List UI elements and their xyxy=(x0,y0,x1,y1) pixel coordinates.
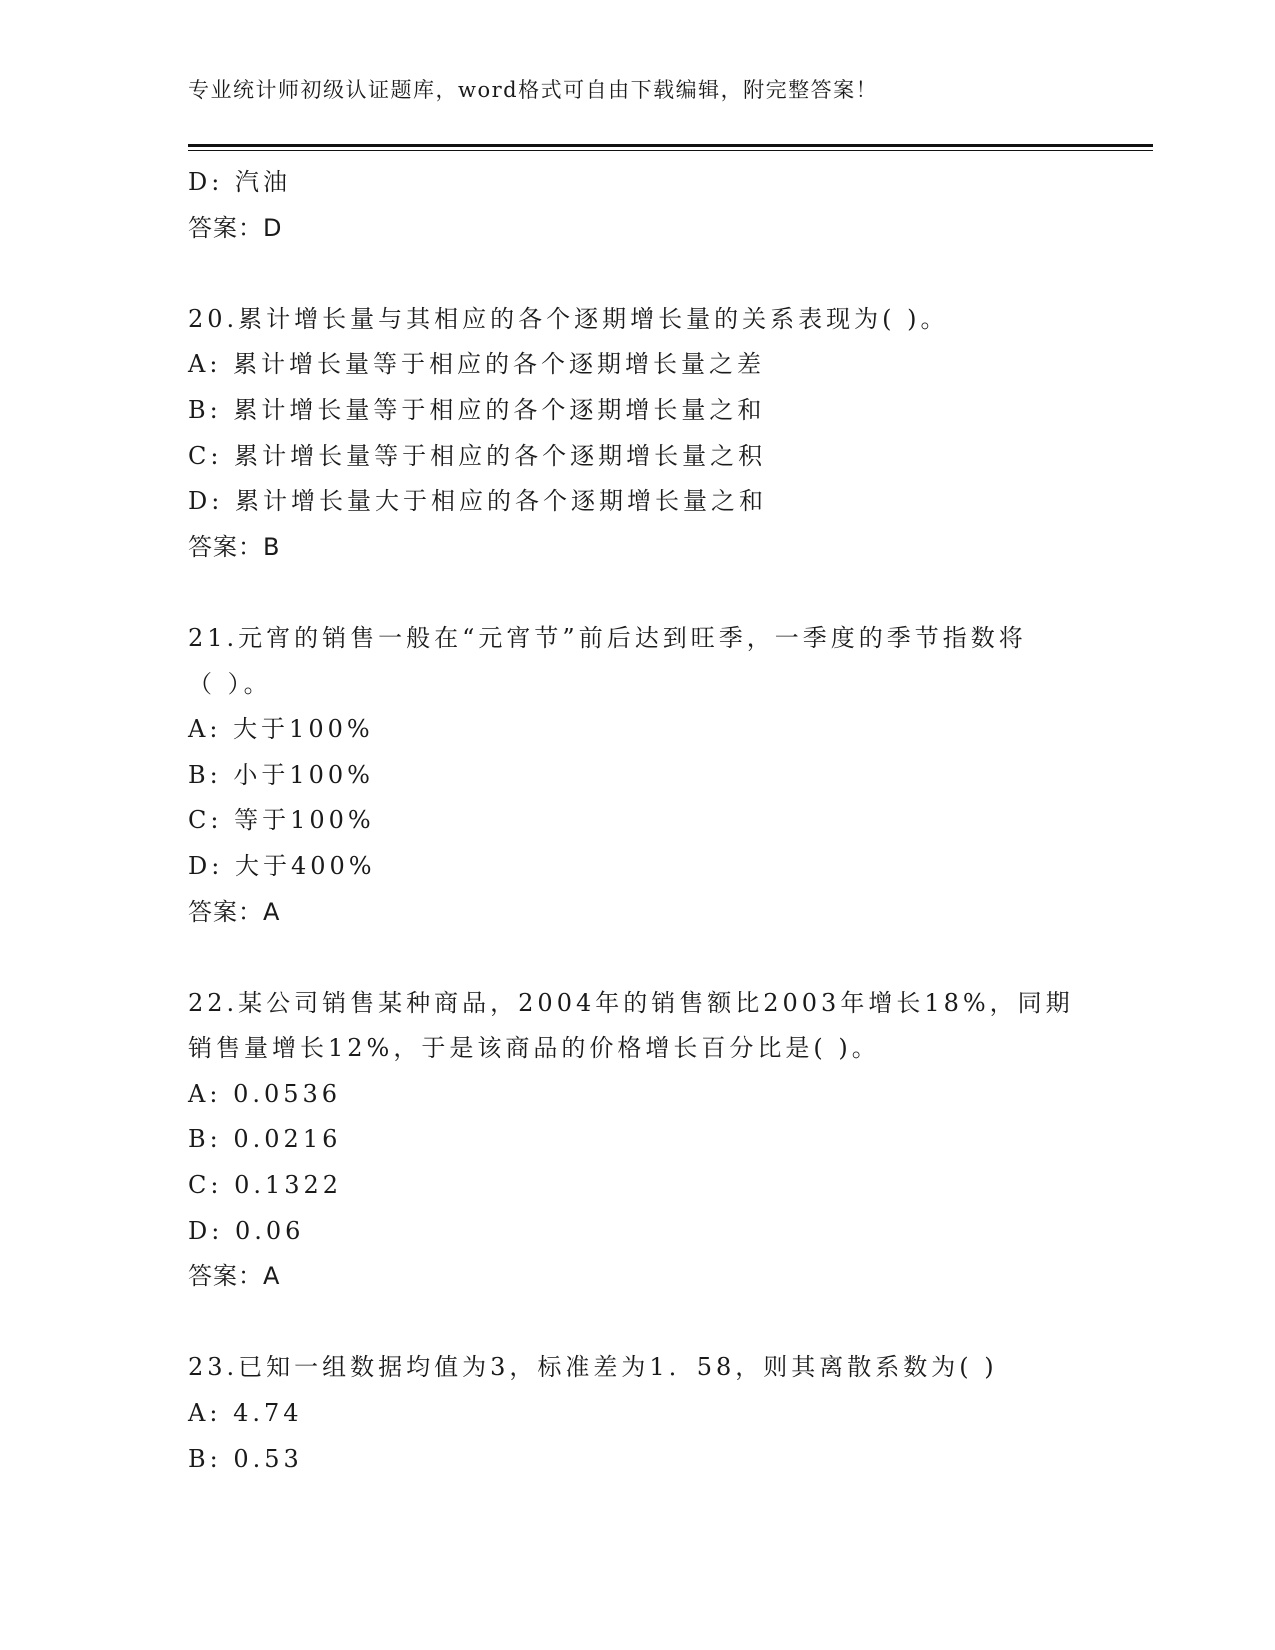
option-text: 小于100% xyxy=(233,760,374,789)
option-text: 累计增长量等于相应的各个逐期增长量之和 xyxy=(233,395,766,424)
answer: 答案：A xyxy=(188,897,281,926)
spacer xyxy=(188,570,1118,616)
option-c xyxy=(188,1163,1118,1209)
header-rule-thin xyxy=(188,150,1153,151)
option-text: 累计增长量等于相应的各个逐期增长量之积 xyxy=(234,441,767,470)
option-text: 累计增长量等于相应的各个逐期增长量之差 xyxy=(233,350,766,379)
question-stem: 22.某公司销售某种商品，2004年的销售额比2003年增长18%，同期 xyxy=(188,988,1074,1017)
option-text: 等于100% xyxy=(234,806,375,835)
option-label: C: xyxy=(188,1171,223,1200)
option-a xyxy=(188,1391,1118,1437)
question-stem: 23.已知一组数据均值为3，标准差为1．58，则其离散系数为( ) xyxy=(188,1353,998,1382)
option-a xyxy=(188,1072,1118,1118)
option-b xyxy=(188,1117,1118,1163)
option-label: B: xyxy=(188,1125,222,1154)
option-label: D: xyxy=(188,851,224,880)
option-text: 汽油 xyxy=(234,168,291,196)
spacer xyxy=(188,1300,1118,1346)
answer: 答案：D xyxy=(188,213,283,242)
option-text: 累计增长量大于相应的各个逐期增长量之和 xyxy=(234,487,767,516)
question-21 xyxy=(188,616,1118,935)
option-a xyxy=(188,342,1118,388)
option-text: 大于100% xyxy=(233,715,374,744)
option-label: D: xyxy=(188,487,224,516)
option-label: C: xyxy=(188,441,223,470)
option-a xyxy=(188,707,1118,753)
question-stem: 21.元宵的销售一般在“元宵节”前后达到旺季，一季度的季节指数将 xyxy=(188,623,1027,652)
option-label: B: xyxy=(188,760,222,789)
option-text: 0.0536 xyxy=(233,1079,342,1108)
question-22 xyxy=(188,981,1118,1300)
option-c xyxy=(188,434,1118,480)
question-list xyxy=(188,160,1118,1482)
spacer xyxy=(188,935,1118,981)
question-19-tail xyxy=(188,160,1118,251)
option-label: B: xyxy=(188,1444,222,1473)
option-text: 4.74 xyxy=(233,1399,303,1428)
header-rule-thick xyxy=(188,144,1153,147)
page-header: 专业统计师初级认证题库，word格式可自由下载编辑，附完整答案！ xyxy=(188,78,879,102)
option-d xyxy=(188,844,1118,890)
option-label: C: xyxy=(188,806,223,835)
spacer xyxy=(188,251,1118,297)
option-d xyxy=(188,1209,1118,1255)
option-text: 大于400% xyxy=(234,851,376,880)
option-label: B: xyxy=(188,395,222,424)
option-d xyxy=(188,160,1118,206)
option-label: A: xyxy=(188,715,222,744)
answer: 答案：A xyxy=(188,1262,281,1291)
option-label: D: xyxy=(188,168,224,196)
option-text: 0.53 xyxy=(233,1444,303,1473)
option-d xyxy=(188,479,1118,525)
option-label: D: xyxy=(188,1216,224,1245)
question-23 xyxy=(188,1345,1118,1482)
option-b xyxy=(188,388,1118,434)
option-label: A: xyxy=(188,350,222,379)
answer: 答案：B xyxy=(188,532,281,561)
question-stem-continued: （ ）。 xyxy=(188,669,272,698)
question-stem-continued: 销售量增长12%，于是该商品的价格增长百分比是( )。 xyxy=(188,1034,880,1063)
option-label: A: xyxy=(188,1399,222,1428)
question-20 xyxy=(188,297,1118,571)
option-label: A: xyxy=(188,1079,222,1108)
option-c xyxy=(188,798,1118,844)
question-stem: 20.累计增长量与其相应的各个逐期增长量的关系表现为( )。 xyxy=(188,304,949,333)
option-text: 0.06 xyxy=(234,1216,305,1245)
option-b xyxy=(188,753,1118,799)
option-b xyxy=(188,1437,1118,1483)
option-text: 0.0216 xyxy=(233,1125,342,1154)
option-text: 0.1322 xyxy=(234,1171,343,1200)
